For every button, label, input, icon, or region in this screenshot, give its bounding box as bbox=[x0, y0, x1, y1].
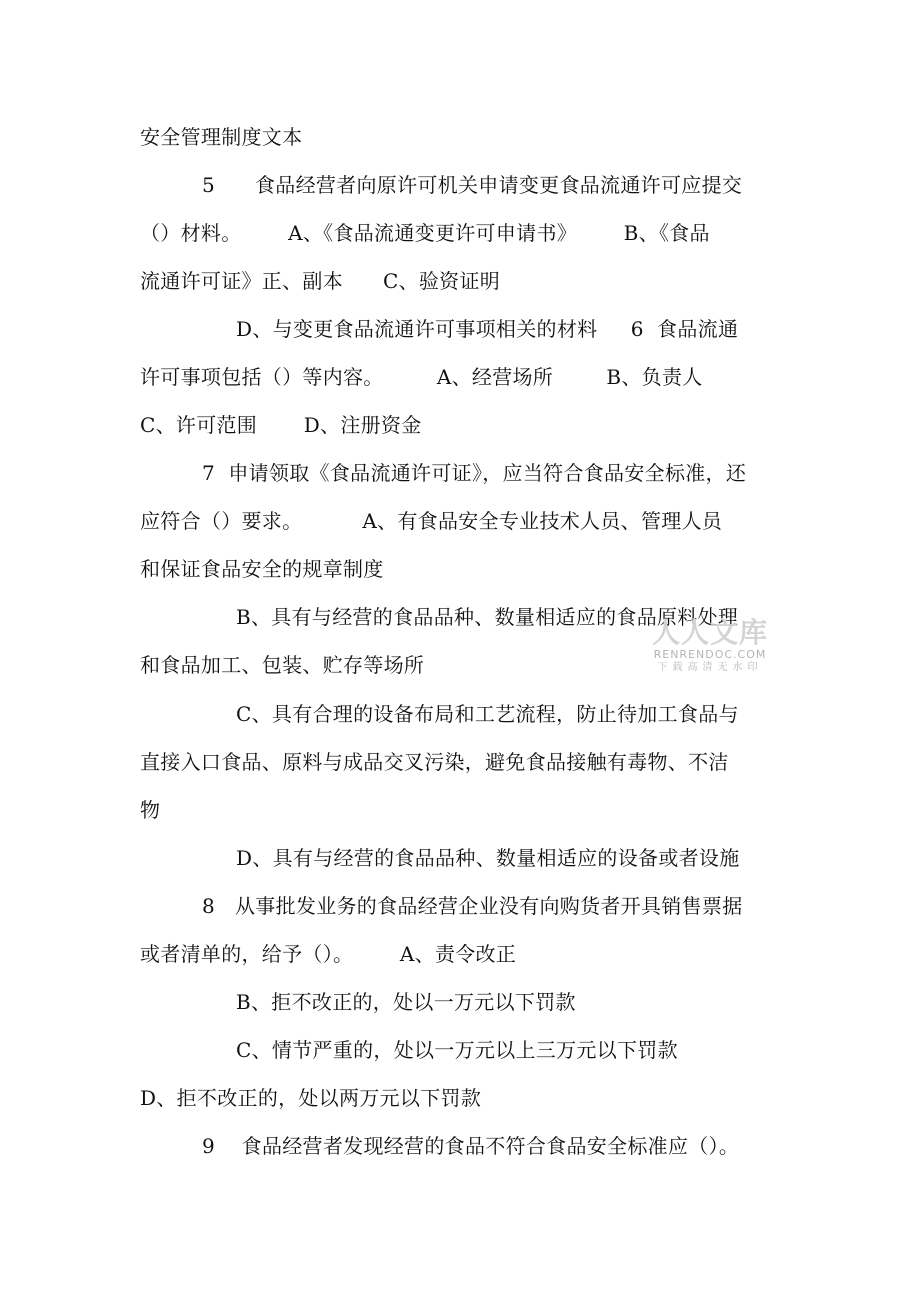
question-7-line-3: 和保证食品安全的规章制度 bbox=[140, 557, 384, 581]
doc-title: 安全管理制度文本 bbox=[140, 125, 303, 149]
question-7-option-c: C、具有合理的设备布局和工艺流程，防止待加工食品与 bbox=[236, 702, 739, 726]
question-5-line-2: （）材料。 A、《食品流通变更许可申请书》 B、《食品 bbox=[140, 221, 710, 245]
question-8-option-c: C、情节严重的，处以一万元以上三万元以下罚款 bbox=[236, 1038, 678, 1062]
question-7-option-d: D、具有与经营的食品品种、数量相适应的设备或者设施 bbox=[236, 846, 740, 870]
question-7-option-c-cont2: 物 bbox=[140, 798, 161, 822]
question-6-line-3: C、许可范围 D、注册资金 bbox=[140, 413, 422, 437]
question-8-line-1: 8 从事批发业务的食品经营企业没有向购货者开具销售票据 bbox=[202, 894, 743, 918]
question-8-option-b: B、拒不改正的，处以一万元以下罚款 bbox=[236, 990, 576, 1014]
question-5-line-3: 流通许可证》正、副本 C、验资证明 bbox=[140, 269, 501, 293]
question-7-line-1: 7 申请领取《食品流通许可证》，应当符合食品安全标准，还 bbox=[202, 461, 747, 485]
question-5-option-d: D、与变更食品流通许可事项相关的材料 6 食品流通 bbox=[236, 317, 739, 341]
question-9-line-1: 9 食品经营者发现经营的食品不符合食品安全标准应（）。 bbox=[202, 1134, 740, 1158]
watermark bbox=[648, 618, 772, 674]
question-7-line-2: 应符合（）要求。 A、有食品安全专业技术人员、管理人员 bbox=[140, 509, 723, 533]
watermark-url: RENRENDOC.COM bbox=[653, 648, 767, 661]
question-7-option-c-cont: 直接入口食品、原料与成品交叉污染，避免食品接触有毒物、不洁 bbox=[140, 750, 729, 774]
question-5-line-1: 5 食品经营者向原许可机关申请变更食品流通许可应提交 bbox=[202, 173, 743, 197]
watermark-tagline: 下载高清无水印 bbox=[657, 662, 763, 673]
watermark-logo: 人人文库 bbox=[651, 616, 768, 649]
question-8-option-d: D、拒不改正的，处以两万元以下罚款 bbox=[140, 1086, 482, 1110]
question-6-line-2: 许可事项包括（）等内容。 A、经营场所 B、负责人 bbox=[140, 365, 703, 389]
question-7-option-b: B、具有与经营的食品品种、数量相适应的食品原料处理 bbox=[236, 605, 739, 629]
question-7-option-b-cont: 和食品加工、包装、贮存等场所 bbox=[140, 653, 425, 677]
question-8-line-2: 或者清单的，给予（）。 A、责令改正 bbox=[140, 942, 517, 966]
